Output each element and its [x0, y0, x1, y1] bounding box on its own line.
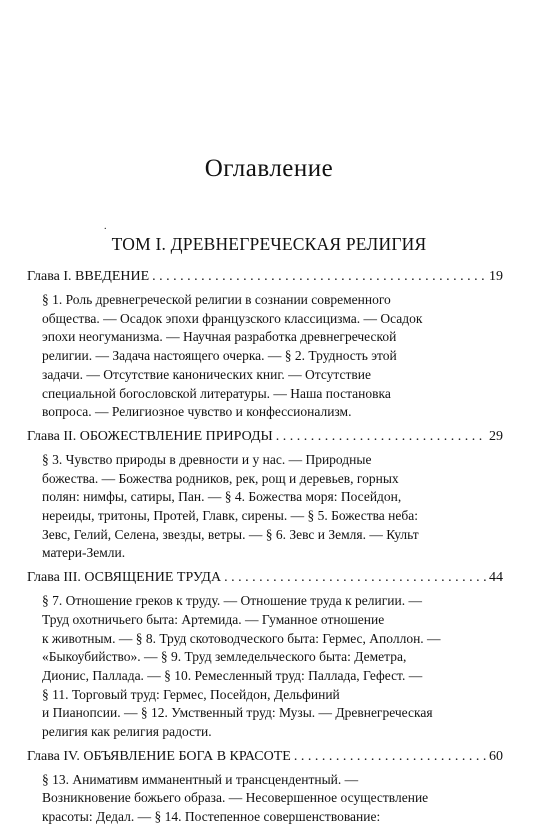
chapter-summary [27, 291, 503, 422]
chapter-heading[interactable] [27, 427, 503, 446]
summary-line: матери-Земли. [42, 545, 126, 561]
chapter-1 [27, 267, 503, 422]
summary-line: § 11. Торговый труд: Гермес, Посейдон, Дельфиний [42, 686, 340, 702]
chapter-summary [27, 592, 503, 742]
chapter-title: Глава I. ВВЕДЕНИЕ [27, 269, 150, 284]
chapter-summary [27, 451, 503, 563]
summary-line: вопроса. — Религиозное чувство и конфессионализм. [42, 404, 352, 420]
chapter-title: Глава II. ОБОЖЕСТВЛЕНИЕ ПРИРОДЫ [27, 428, 273, 444]
summary-line: красоты: Дедал. — § 14. Постепенное совершенствование: [42, 809, 381, 825]
summary-line: религия как религия радости. [42, 724, 212, 740]
chapter-summary [27, 771, 503, 827]
dot-leader [224, 568, 486, 587]
volume-heading: ТОМ I. ДРЕВНЕГРЕЧЕСКАЯ РЕЛИГИЯ [111, 234, 427, 254]
chapter-heading[interactable] [27, 267, 503, 286]
summary-line: «Быкоубийство». — § 9. Труд земледельческого быта: Деметра, [42, 649, 407, 665]
summary-line: § 13. Анимативм имманентный и трансцендентный. — [42, 771, 359, 787]
chapter-heading[interactable] [27, 747, 503, 766]
page-number: 19 [489, 269, 503, 284]
summary-line: задачи. — Отсутствие канонических книг. — Отсутствие [42, 366, 371, 382]
dot-leader [152, 267, 486, 286]
summary-line: к животным. — § 8. Труд скотоводческого быта: Гермес, Аполлон. — [42, 630, 441, 646]
chapter-2 [27, 427, 503, 563]
summary-line: Зевс, Гелий, Селена, звезды, ветры. — § 6. Зевс и Земля. — Культ [42, 526, 419, 542]
summary-line: специальной богословской литературы. — Наша постановка [42, 385, 391, 401]
summary-line: полян: нимфы, сатиры, Пан. — § 4. Божества моря: Посейдон, [42, 489, 402, 505]
chapter-title: Глава IV. ОБЪЯВЛЕНИЕ БОГА В КРАСОТЕ [27, 748, 291, 764]
summary-line: нереиды, тритоны, Протей, Главк, сирены. — § 5. Божества неба: [42, 508, 418, 524]
summary-line: § 7. Отношение греков к труду. — Отношение труда к религии. — [42, 593, 422, 609]
summary-line: общества. — Осадок эпохи французского классицизма. — Осадок [42, 310, 423, 326]
page-title: Оглавление [204, 155, 334, 182]
chapter-heading[interactable] [27, 568, 503, 587]
summary-line: Труд охотничьего быта: Артемида. — Гуманное отношение [42, 611, 385, 627]
chapter-3 [27, 568, 503, 742]
summary-line: религии. — Задача настоящего очерка. — § 2. Трудность этой [42, 348, 397, 364]
chapter-4 [27, 747, 503, 827]
page-number: 29 [489, 428, 503, 444]
dot-leader [276, 427, 486, 446]
summary-line: и Пианопсии. — § 12. Умственный труд: Музы. — Древнегреческая [42, 705, 433, 721]
dot-mark: . [104, 221, 107, 232]
summary-line: § 1. Роль древнегреческой религии в сознании современного [42, 292, 391, 307]
summary-line: Дионис, Паллада. — § 10. Ремесленный труд: Паллада, Гефест. — [42, 667, 423, 683]
chapter-title: Глава III. ОСВЯЩЕНИЕ ТРУДА [27, 570, 222, 586]
summary-line: божества. — Божества родников, рек, рощ и деревьев, горных [42, 470, 399, 486]
page-number: 44 [489, 570, 503, 586]
summary-line: эпохи неогуманизма. — Научная разработка древнегреческой [42, 329, 397, 345]
page-number: 60 [489, 748, 503, 764]
table-of-contents [27, 267, 503, 827]
dot-leader [294, 747, 486, 766]
summary-line: § 3. Чувство природы в древности и у нас. — Природные [42, 451, 372, 467]
summary-line: Возникновение божьего образа. — Несовершенное осуществление [42, 790, 429, 806]
